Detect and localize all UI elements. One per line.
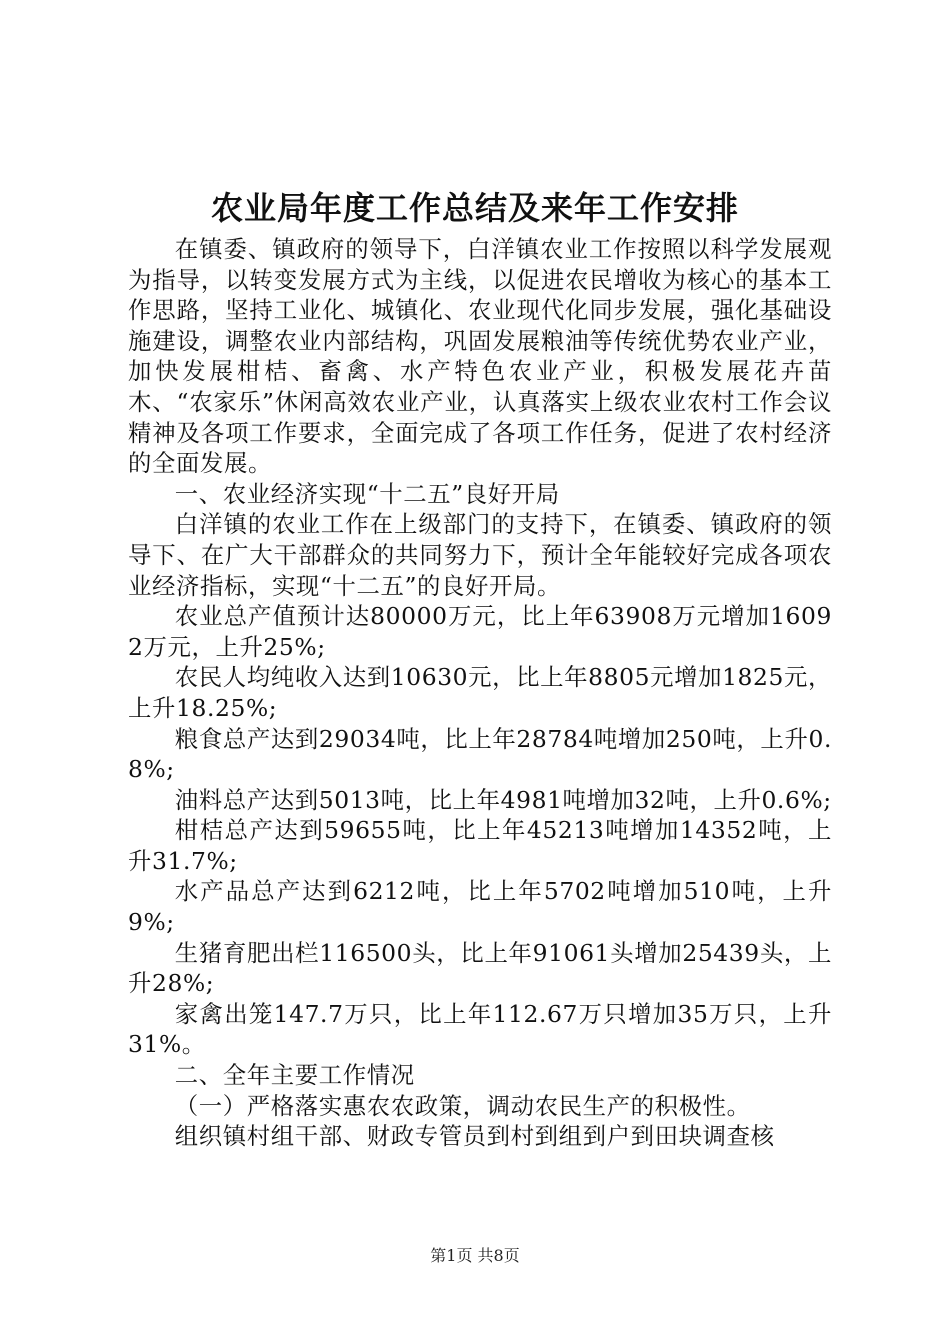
section-heading-2: 二、全年主要工作情况 xyxy=(174,1061,415,1090)
stat-farmer-income: 农民人均纯收入达到10630元，比上年8805元增加1825元，上升18.25%; xyxy=(128,663,832,722)
stat-pig-output: 生猪育肥出栏116500头，比上年91061头增加25439头，上升28%; xyxy=(128,938,832,998)
paragraph-intro: 在镇委、镇政府的领导下，白洋镇农业工作按照以科学发展观为指导，以转变发展方式为主线，以促进农民增收为核心的基本工作思路，坚持工业化、城镇化、农业现代化同步发展，强化基础设施建设，调整农业内部结构，巩固发展粮油等传统优势农业产业，加快发展柑桔、畜禽、水产特色农业产业，积极发展花卉苗木、“农家乐”休闲高效农业产业，认真落实上级农业农村工作会议精神及各项工作要求，全面完成了各项工作任务，促进了农村经济的全面发展。 xyxy=(128,235,832,478)
subsection-heading-1: （一）严格落实惠农农政策，调动农民生产的积极性。 xyxy=(174,1091,751,1120)
stat-citrus-output: 柑桔总产达到59655吨，比上年45213吨增加14352吨，上升31.7%; xyxy=(128,816,832,875)
section-heading-1: 一、农业经济实现“十二五”良好开局 xyxy=(174,479,560,508)
document-body xyxy=(128,234,832,1152)
stat-oil-crop-output: 油料总产达到5013吨，比上年4981吨增加32吨，上升0.6%; xyxy=(174,785,832,814)
document-title: 农业局年度工作总结及来年工作安排 xyxy=(210,189,739,227)
stat-agricultural-output: 农业总产值预计达80000万元，比上年63908万元增加16092万元，上升25%; xyxy=(128,602,832,661)
page-footer: 第1页 共8页 xyxy=(430,1246,520,1265)
stat-aquatic-output: 水产品总产达到6212吨，比上年5702吨增加510吨，上升9%; xyxy=(128,877,832,937)
paragraph-overview: 白洋镇的农业工作在上级部门的支持下，在镇委、镇政府的领导下、在广大干部群众的共同努力下，预计全年能较好完成各项农业经济指标，实现“十二五”的良好开局。 xyxy=(128,510,832,600)
stat-grain-output: 粮食总产达到29034吨，比上年28784吨增加250吨，上升0.8%; xyxy=(128,724,832,784)
paragraph-continued: 组织镇村组干部、财政专管员到村到组到户到田块调查核 xyxy=(174,1122,775,1151)
stat-poultry-output: 家禽出笼147.7万只，比上年112.67万只增加35万只，上升31%。 xyxy=(128,999,832,1059)
